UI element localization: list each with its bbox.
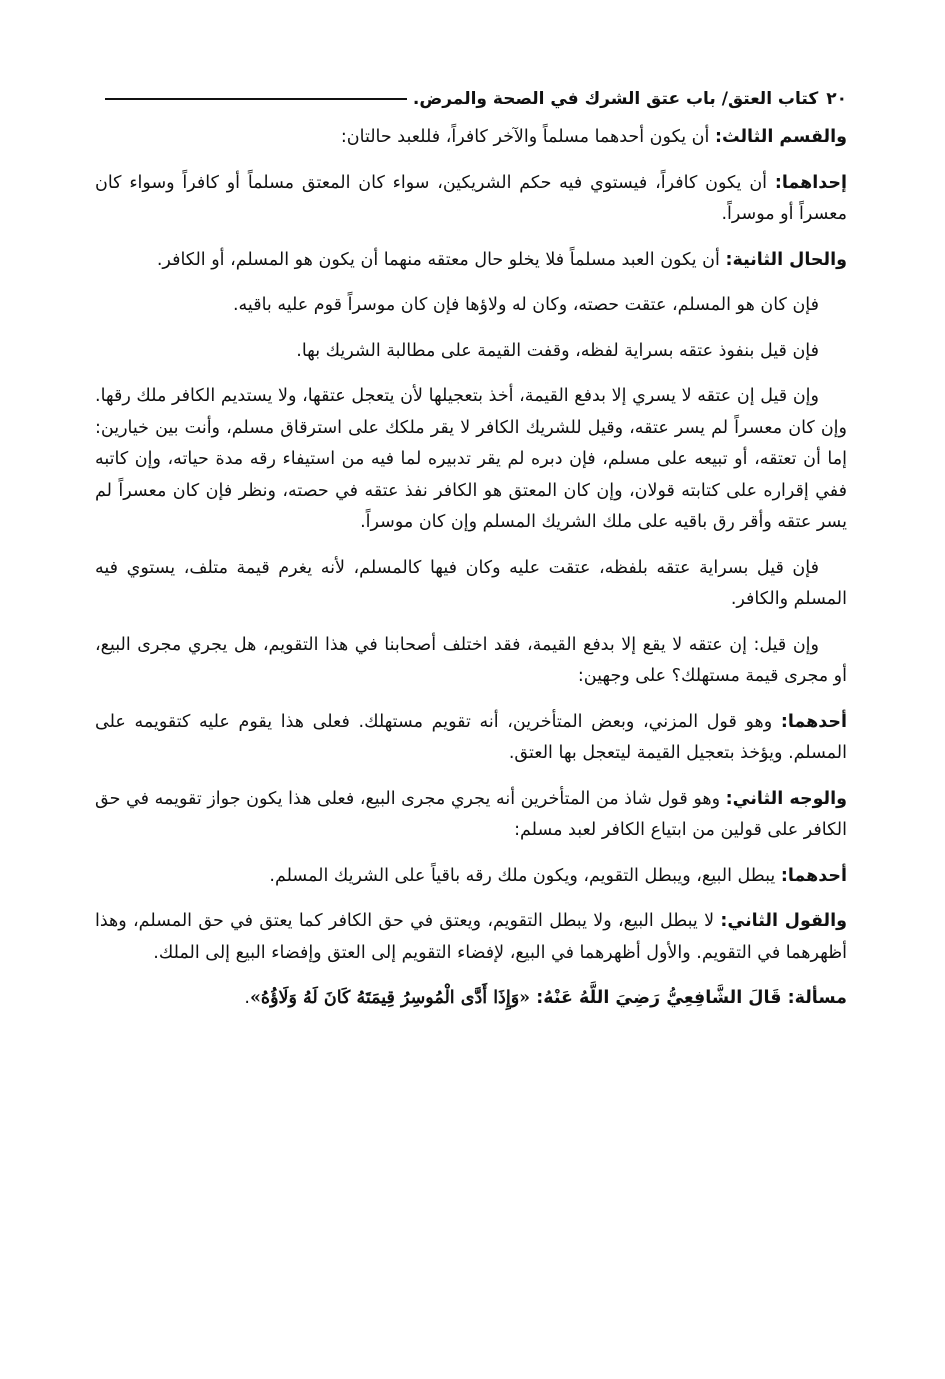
paragraph-third-category (95, 122, 847, 154)
masala-end: . (244, 988, 250, 1008)
page-body (95, 122, 847, 1015)
paragraph-text: لا يبطل البيع، ولا يبطل التقويم، ويعتق في حق الكافر كما يعتق في حق المسلم، وهذا أظهرهما في التقويم. والأول أظهرهما في البيع، لإفضاء التقويم إلى العتق وإفضاء البيع إلى الملك. (95, 911, 847, 963)
paragraph-text: فإن قيل بسراية عتقه بلفظه، عتقت عليه وكان فيها كالمسلم، لأنه يغرم قيمة متلف، يستوي فيه المسلم والكافر. (95, 557, 847, 609)
paragraph-text: وإن قيل إن عتقه لا يسري إلا بدفع القيمة، أخذ بتعجيلها لأن يتعجل عتقها، ولا يستديم الكافر ملك رقها. وإن كان معسراً لم يسر عتقه، وقيل للشريك الكافر لا يقر ملكك على استرقاق مسلم، وأنت بين خيارين: إما أن تعتقه، أو تبيعه على مسلم، فإن دبره لم يقر تدبيره لما فيه من استيفاء رقه مدة حياته، وإن كاتبه ففي إقراره على كتابته قولان، وإن كان المعتق هو الكافر نفذ عتقه في حصته، ونظر فإن كان معسراً لم يسر عتقه وأقر رق باقيه على ملك الشريك المسلم وإن كان موسراً. (95, 386, 847, 532)
paragraph-payment-value (95, 381, 847, 539)
paragraph-lead: إحداهما: (774, 172, 847, 193)
header-rule (105, 98, 407, 100)
paragraph-lead: أحدهما: (780, 711, 847, 732)
paragraph-text: أن يكون كافراً، فيستوي فيه حكم الشريكين، سواء كان المعتق مسلماً أو كافراً وسواء كان معسراً أو موسراً. (95, 172, 847, 224)
masala-quote: «وَإِذَا أَدَّى الْمُوسِرُ قِيمَتَهُ كَانَ لَهُ وَلَاؤُهُ» (249, 988, 531, 1008)
paragraph-text: فإن كان هو المسلم، عتقت حصته، وكان له ولاؤها فإن كان موسراً قوم عليه باقيه. (232, 295, 819, 315)
paragraph-text: فإن قيل بنفوذ عتقه بسراية لفظه، وقفت القيمة على مطالبة الشريك بها. (296, 340, 819, 361)
paragraph-lead: والقول الثاني: (720, 911, 847, 931)
paragraph-text: أن يكون العبد مسلماً فلا يخلو حال معتقه منهما أن يكون هو المسلم، أو الكافر. (156, 249, 726, 270)
paragraph-text: وهو قول المزني، وبعض المتأخرين، أنه تقويم مستهلك. فعلى هذا يقوم عليه كتقويمه على المسلم. ويؤخذ بتعجيل القيمة ليتعجل بها العتق. (95, 711, 847, 763)
paragraph-text: يبطل البيع، ويبطل التقويم، ويكون ملك رقه باقياً على الشريك المسلم. (269, 865, 781, 886)
paragraph-first-case (95, 168, 847, 231)
paragraph-sirayah-ruling (95, 553, 847, 616)
paragraph-lead: والوجه الثاني: (725, 788, 848, 809)
book-page (95, 84, 847, 1029)
paragraph-lead: والقسم الثالث: (714, 127, 847, 147)
paragraph-text: وإن قيل: إن عتقه لا يقع إلا بدفع القيمة، فقد اختلف أصحابنا في هذا التقويم، هل يجري مجرى البيع، أو مجرى قيمة مستهلك؟ على وجهين: (95, 634, 847, 686)
paragraph-text: أن يكون أحدهما مسلماً والآخر كافراً، فللعبد حالتان: (340, 127, 715, 147)
paragraph-second-case (95, 245, 847, 277)
paragraph-second-opinion (95, 906, 847, 969)
paragraph-lead: أحدهما: (780, 865, 847, 886)
paragraph-first-view (95, 707, 847, 770)
page-number: ٢٠ (826, 89, 847, 109)
paragraph-text: وهو قول شاذ من المتأخرين أنه يجري مجرى البيع، فعلى هذا يكون جواز تقويمه في حق الكافر على قولين من ابتياع الكافر لعبد مسلم: (95, 788, 847, 840)
paragraph-first-opinion (95, 861, 847, 893)
running-title: كتاب العتق/ باب عتق الشرك في الصحة والمرض. (412, 89, 819, 109)
masala-intro: قَالَ الشَّافِعِيُّ رَضِيَ اللَّهُ عَنْهُ: (530, 988, 788, 1008)
paragraph-muslim-emancipator (95, 290, 847, 322)
paragraph-lead: والحال الثانية: (725, 249, 847, 270)
paragraph-masala (95, 983, 847, 1015)
paragraph-second-view (95, 784, 847, 847)
masala-lead: مسألة: (787, 988, 847, 1008)
running-header (95, 84, 847, 114)
paragraph-two-views (95, 630, 847, 693)
paragraph-sirayah-word (95, 336, 847, 368)
